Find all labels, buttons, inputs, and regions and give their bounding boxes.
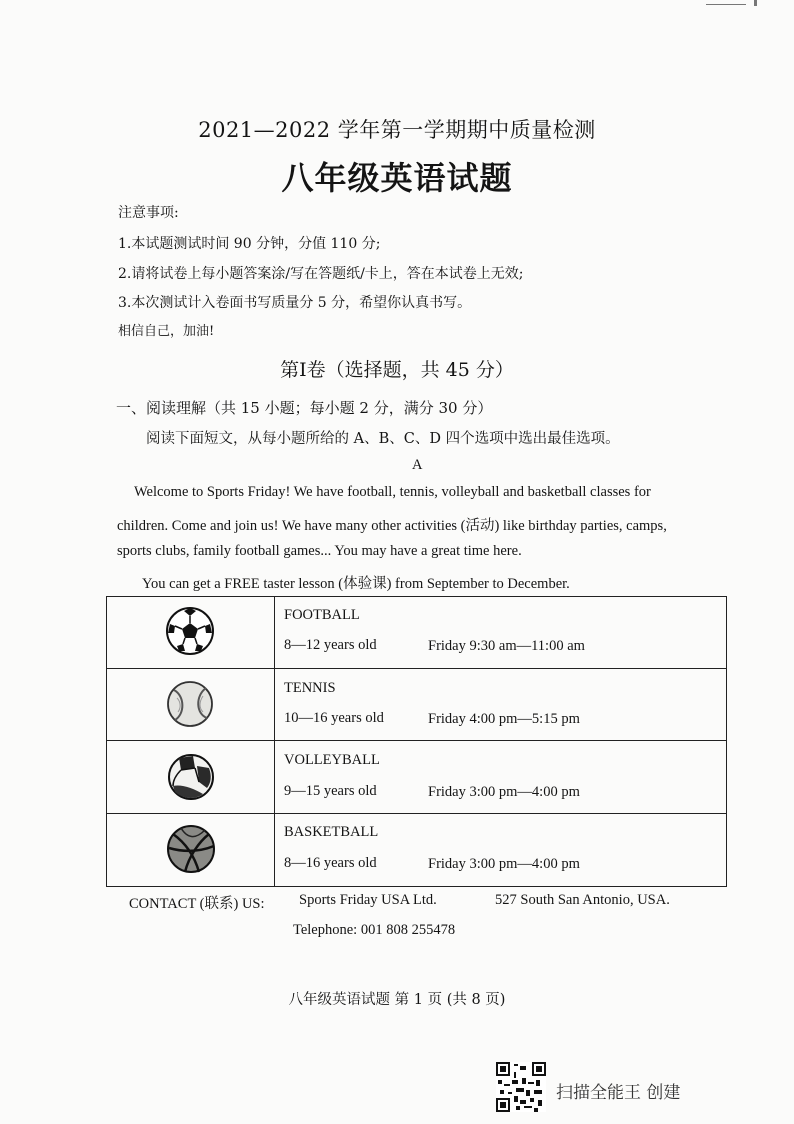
table-row bbox=[107, 813, 726, 887]
class-time: Friday 3:00 pm—4:00 pm bbox=[428, 856, 580, 872]
note-item: 2.请将试卷上每小题答案涂/写在答题纸/卡上，答在本试卷上无效; bbox=[118, 266, 524, 282]
passage-label: A bbox=[412, 457, 423, 473]
basketball-icon bbox=[165, 822, 217, 876]
table-row bbox=[107, 740, 726, 814]
sport-name: FOOTBALL bbox=[284, 607, 360, 623]
tennis-ball-icon bbox=[165, 678, 215, 730]
sport-name: BASKETBALL bbox=[284, 824, 379, 840]
note-item: 3.本次测试计入卷面书写质量分 5 分，希望你认真书写。 bbox=[118, 295, 472, 311]
exam-title: 2021—2022 学年第一学期期中质量检测 bbox=[198, 118, 596, 142]
class-time: Friday 9:30 am—11:00 am bbox=[428, 638, 585, 654]
volleyball-icon bbox=[165, 750, 217, 802]
contact-label: CONTACT (联系) US: bbox=[129, 896, 265, 912]
class-time: Friday 3:00 pm—4:00 pm bbox=[428, 784, 580, 800]
contact-phone: Telephone: 001 808 255478 bbox=[293, 922, 456, 938]
paper-title: 八年级英语试题 bbox=[281, 159, 513, 197]
scan-edge-mark bbox=[706, 0, 776, 8]
class-time: Friday 4:00 pm—5:15 pm bbox=[428, 711, 580, 727]
notes-heading: 注意事项: bbox=[118, 205, 179, 221]
scanner-watermark: 扫描全能王 创建 bbox=[556, 1083, 681, 1103]
football-icon bbox=[165, 606, 215, 656]
contact-address: 527 South San Antonio, USA. bbox=[495, 892, 670, 908]
age-range: 10—16 years old bbox=[284, 710, 384, 726]
passage-line: You can get a FREE taster lesson (体验课) from September to December. bbox=[142, 576, 570, 592]
page-footer: 八年级英语试题 第 1 页 (共 8 页) bbox=[288, 992, 506, 1008]
table-row bbox=[107, 597, 726, 668]
part-heading: 一、阅读理解（共 15 小题；每小题 2 分，满分 30 分） bbox=[116, 399, 493, 417]
passage-line: children. Come and join us! We have many other activities (活动) like birthday parties, camps, bbox=[117, 518, 667, 534]
passage-line: sports clubs, family football games... You may have a great time here. bbox=[117, 543, 522, 559]
age-range: 8—12 years old bbox=[284, 637, 377, 653]
age-range: 8—16 years old bbox=[284, 855, 377, 871]
qr-code-icon bbox=[496, 1062, 546, 1112]
class-schedule-table bbox=[106, 596, 727, 887]
passage-line: Welcome to Sports Friday! We have football, tennis, volleyball and basketball classes for bbox=[134, 484, 651, 500]
encouragement-text: 相信自己，加油! bbox=[118, 324, 215, 339]
instruction-text: 阅读下面短文，从每小题所给的 A、B、C、D 四个选项中选出最佳选项。 bbox=[146, 431, 620, 447]
contact-company: Sports Friday USA Ltd. bbox=[299, 892, 437, 908]
table-row bbox=[107, 668, 726, 741]
note-item: 1.本试题测试时间 90 分钟，分值 110 分; bbox=[118, 236, 381, 252]
section-title: 第I卷（选择题，共 45 分） bbox=[280, 359, 514, 381]
sport-name: TENNIS bbox=[284, 680, 336, 696]
age-range: 9—15 years old bbox=[284, 783, 377, 799]
sport-name: VOLLEYBALL bbox=[284, 752, 380, 768]
